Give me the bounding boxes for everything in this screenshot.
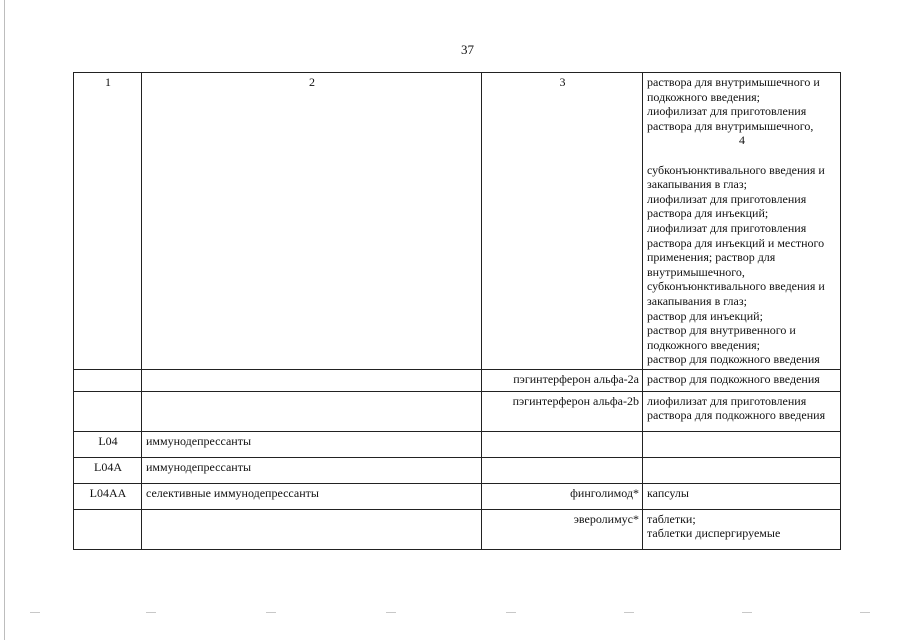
header-col-2: 2 xyxy=(142,73,482,370)
header-col-4: 4 xyxy=(739,133,745,148)
scan-left-edge xyxy=(4,0,5,640)
table-row xyxy=(74,369,841,391)
header-col-4-forms-after xyxy=(647,163,837,367)
atc-code: L04 xyxy=(74,431,142,457)
atc-code: L04A xyxy=(74,457,142,483)
drug-name: пэгинтерферон альфа-2а xyxy=(482,369,643,391)
table-row xyxy=(74,457,841,483)
atc-code: L04AA xyxy=(74,483,142,509)
dosage-form-line: раствора для инъекций и местного xyxy=(647,235,825,250)
atc-code xyxy=(74,369,142,391)
drug-name xyxy=(482,457,643,483)
header-col-4-forms-before xyxy=(647,75,837,133)
header-row xyxy=(74,73,841,370)
dosage-form-line: капсулы xyxy=(647,485,689,500)
scan-artifacts xyxy=(0,612,905,618)
dosage-form-line: субконъюнктивального введения и xyxy=(647,162,825,177)
drug-group: селективные иммунодепрессанты xyxy=(142,483,482,509)
drug-name: финголимод* xyxy=(482,483,643,509)
drug-name xyxy=(482,431,643,457)
header-col-4-cell xyxy=(643,73,841,370)
dosage-form-line: лиофилизат для приготовления xyxy=(647,393,807,408)
drug-name: эверолимус* xyxy=(482,509,643,549)
drug-name: пэгинтерферон альфа-2b xyxy=(482,391,643,431)
dosage-form-line: раствор для инъекций; xyxy=(647,308,763,323)
dosage-forms xyxy=(643,369,841,391)
dosage-form-line: лиофилизат для приготовления xyxy=(647,104,807,119)
table-row xyxy=(74,509,841,549)
atc-code xyxy=(74,391,142,431)
dosage-form-line: раствора для инъекций; xyxy=(647,206,769,221)
dosage-form-line: раствора для внутримышечного и xyxy=(647,75,820,89)
dosage-forms xyxy=(643,509,841,549)
dosage-form-line: закапывания в глаз; xyxy=(647,177,747,192)
dosage-form-line: субконъюнктивального введения и xyxy=(647,279,825,294)
dosage-form-line: раствор для подкожного введения xyxy=(647,371,820,386)
dosage-form-line: раствор для внутривенного и xyxy=(647,323,796,338)
dosage-form-line: внутримышечного, xyxy=(647,264,745,279)
dosage-form-line: раствора для подкожного введения xyxy=(647,408,826,423)
drug-group xyxy=(142,509,482,549)
drug-group: иммунодепрессанты xyxy=(142,431,482,457)
dosage-form-line: подкожного введения; xyxy=(647,337,760,352)
dosage-form-line: раствор для подкожного введения xyxy=(647,352,820,367)
medicines-table xyxy=(73,72,841,550)
dosage-forms xyxy=(643,483,841,509)
table-row xyxy=(74,483,841,509)
table-body xyxy=(74,369,841,549)
dosage-form-line: подкожного введения; xyxy=(647,89,760,104)
dosage-form-line: таблетки диспергируемые xyxy=(647,526,781,541)
drug-group: иммунодепрессанты xyxy=(142,457,482,483)
dosage-forms xyxy=(643,431,841,457)
dosage-forms xyxy=(643,391,841,431)
dosage-form-line: закапывания в глаз; xyxy=(647,293,747,308)
header-col-4-gap xyxy=(647,148,837,163)
dosage-form-line: раствора для внутримышечного, xyxy=(647,118,814,133)
dosage-form-line: применения; раствор для xyxy=(647,250,776,265)
dosage-form-line: лиофилизат для приготовления xyxy=(647,191,807,206)
header-col-3: 3 xyxy=(482,73,643,370)
header-col-1: 1 xyxy=(74,73,142,370)
dosage-form-line: лиофилизат для приготовления xyxy=(647,220,807,235)
atc-code xyxy=(74,509,142,549)
table-row xyxy=(74,431,841,457)
table-row xyxy=(74,391,841,431)
dosage-form-line: таблетки; xyxy=(647,511,696,526)
page-number: 37 xyxy=(461,42,474,57)
dosage-forms xyxy=(643,457,841,483)
drug-group xyxy=(142,369,482,391)
drug-group xyxy=(142,391,482,431)
